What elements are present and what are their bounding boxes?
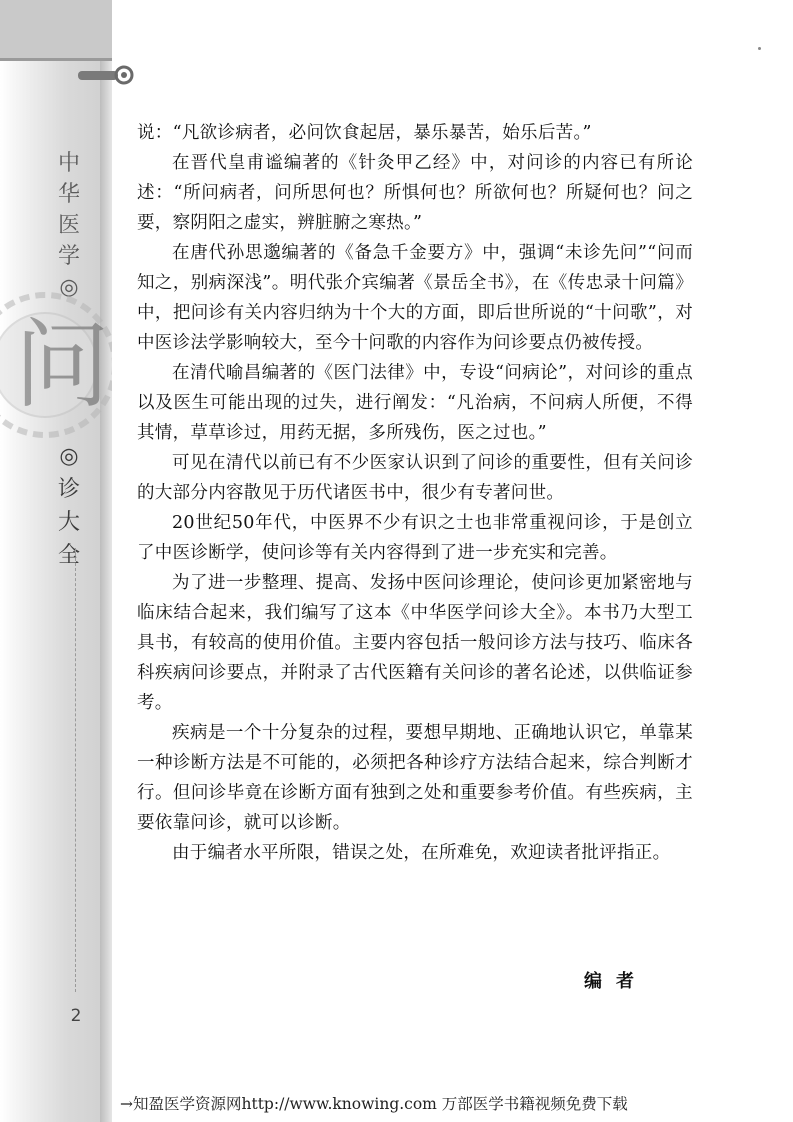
paragraph: 在清代喻昌编著的《医门法律》中，专设“问病论”，对问诊的重点以及医生可能出现的过失，进行阐发：“凡治病，不问病人所便，不得其情，草草诊过，用药无据，多所残伤，医之过也。” bbox=[137, 363, 693, 443]
sub-title bbox=[54, 440, 84, 572]
series-title-char: 学 bbox=[57, 244, 80, 269]
series-title-char: 医 bbox=[57, 213, 80, 238]
corner-dot bbox=[758, 47, 761, 50]
paragraph: 疾病是一个十分复杂的过程，要想早期地、正确地认识它，单靠某一种诊断方法是不可能的，必须把各种诊疗方法结合起来，综合判断才行。但问诊毕竟在诊断方面有独到之处和重要参考价值。有些疾病，主要依靠问诊，就可以诊断。 bbox=[137, 723, 693, 833]
paragraph: 说：“凡欲诊病者，必问饮食起居，暴乐暴苦，始乐后苦。” bbox=[137, 123, 592, 143]
sub-title-char: 全 bbox=[57, 543, 80, 568]
paragraph: 可见在清代以前已有不少医家认识到了问诊的重要性，但有关问诊的大部分内容散见于历代诸医书中，很少有专著问世。 bbox=[137, 453, 693, 503]
series-title-char: 华 bbox=[57, 182, 80, 207]
paragraph: 为了进一步整理、提高、发扬中医问诊理论，使问诊更加紧密地与临床结合起来，我们编写了这本《中华医学问诊大全》。本书乃大型工具书，有较高的使用价值。主要内容包括一般问诊方法与技巧、临床各科疾病问诊要点，并附录了古代医籍有关问诊的著名论述，以供临证参考。 bbox=[137, 573, 693, 713]
top-band-line bbox=[0, 58, 112, 61]
footer-watermark: →知盈医学资源网http://www.knowing.com 万部医学书籍视频免费下载 bbox=[120, 1095, 628, 1113]
paragraph: 20世纪50年代，中医界不少有识之士也非常重视问诊，于是创立了中医诊断学，使问诊等有关内容得到了进一步充实和完善。 bbox=[137, 513, 693, 563]
paragraph: 在晋代皇甫谧编著的《针灸甲乙经》中，对问诊的内容已有所论述：“所问病者，问所思何也？所惧何也？所欲何也？所疑何也？问之要，察阴阳之虚实，辨脏腑之寒热。” bbox=[137, 153, 693, 233]
paragraph: 由于编者水平所限，错误之处，在所难免，欢迎读者批评指正。 bbox=[172, 843, 671, 863]
big-wen-character: 问 bbox=[14, 309, 110, 421]
body-text bbox=[137, 118, 693, 868]
series-title-char: 中 bbox=[57, 151, 80, 176]
sub-title-char: 大 bbox=[57, 510, 80, 535]
paragraph: 在唐代孙思邈编著的《备急千金要方》中，强调“未诊先问”“问而知之，别病深浅”。明代张介宾编著《景岳全书》，在《传忠录十问篇》中，把问诊有关内容归纳为十个大的方面，即后世所说的“十问歌”，对中医诊法学影响较大，至今十问歌的内容作为问诊要点仍被传授。 bbox=[137, 243, 693, 353]
clasp-ornament-icon bbox=[76, 63, 136, 87]
dashed-divider bbox=[75, 548, 76, 992]
sidebar-edge bbox=[100, 0, 112, 1122]
page-number: 2 bbox=[70, 1006, 82, 1026]
series-title-char: ◎ bbox=[59, 275, 79, 300]
sub-title-char: ◎ bbox=[59, 444, 79, 469]
sub-title-char: 诊 bbox=[57, 477, 80, 502]
top-band bbox=[0, 0, 112, 60]
signature-editors: 编者 bbox=[584, 971, 648, 992]
